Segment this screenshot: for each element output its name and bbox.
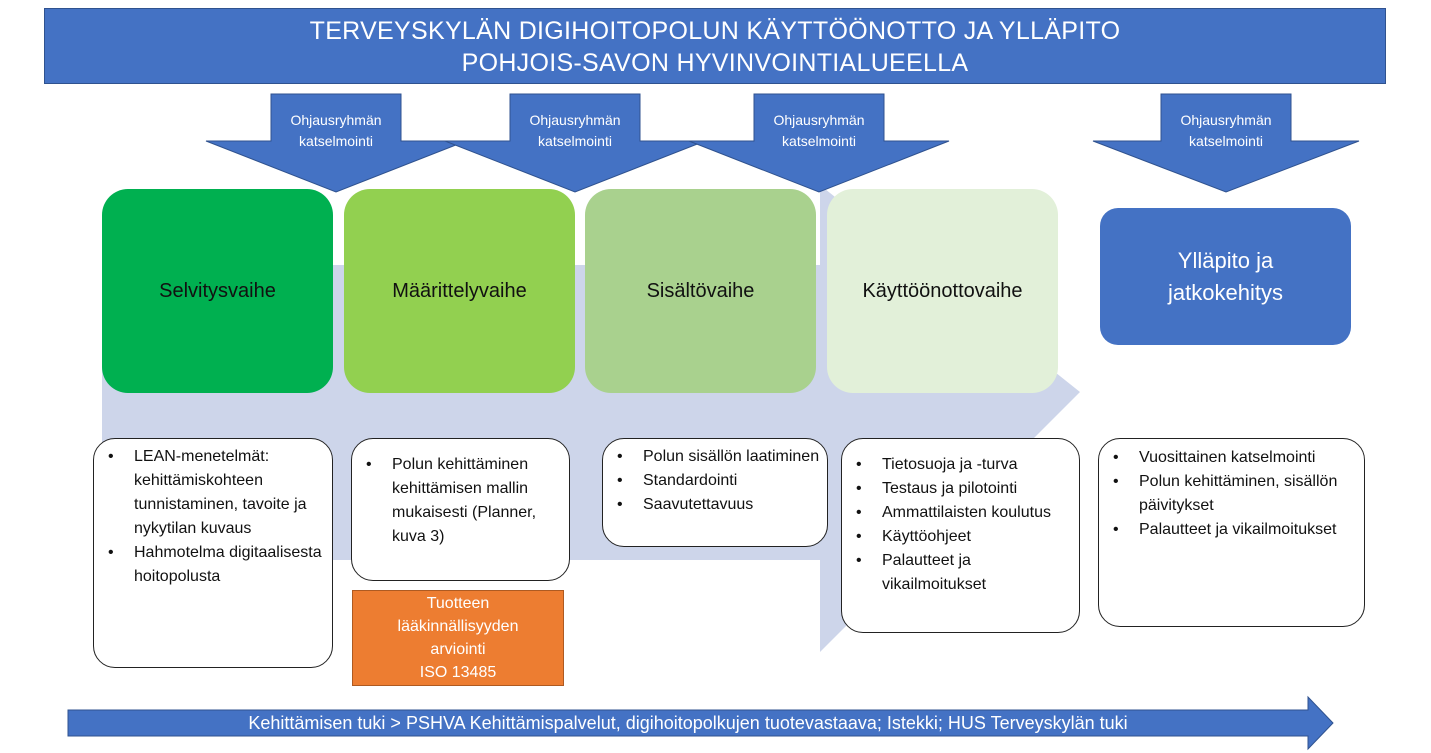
phase-selvitys — [102, 189, 333, 393]
list-item: • Standardointi — [603, 469, 827, 493]
review-label-line: katselmointi — [1189, 133, 1263, 149]
list-item: • Tietosuoja ja -turva — [842, 453, 1079, 477]
review-label-1 — [271, 110, 401, 152]
iso-line-1: Tuotteen — [426, 595, 490, 612]
details-sisalto — [602, 438, 828, 547]
list-item: • LEAN-menetelmät: kehittämiskohteen tunnistaminen, tavoite ja nykytilan kuvaus — [94, 445, 332, 541]
list-item: • Hahmotelma digitaalisesta hoitopolusta — [94, 541, 332, 589]
details-kayttoonotto — [841, 438, 1080, 633]
title-line-2: POHJOIS-SAVON HYVINVOINTIALUEELLA — [461, 49, 969, 77]
phase-label: Selvitysvaihe — [159, 279, 276, 302]
phase-label: Käyttöönottovaihe — [862, 279, 1023, 302]
review-label-4 — [1161, 110, 1291, 152]
list-item: • Polun sisällön laatiminen — [603, 445, 827, 469]
details-selvitys — [93, 438, 333, 668]
details-maarittely — [351, 438, 570, 581]
iso-assessment-box — [352, 590, 564, 686]
iso-line-4: ISO 13485 — [419, 664, 497, 681]
diagram-title — [44, 8, 1386, 84]
review-label-line: Ohjausryhmän — [1180, 112, 1272, 128]
iso-line-3: arviointi — [430, 641, 486, 658]
iso-line-2: lääkinnällisyyden — [397, 618, 519, 635]
phase-yllapito — [1100, 208, 1351, 345]
list-item: • Polun kehittäminen, sisällön päivitykset — [1099, 470, 1364, 518]
review-label-line: katselmointi — [538, 133, 612, 149]
list-item: • Palautteet ja vikailmoitukset — [842, 549, 1079, 597]
review-label-line: katselmointi — [299, 133, 373, 149]
list-item: • Testaus ja pilotointi — [842, 477, 1079, 501]
list-item: • Ammattilaisten koulutus — [842, 501, 1079, 525]
phase-label: Määrittelyvaihe — [392, 279, 527, 302]
list-item: • Vuosittainen katselmointi — [1099, 446, 1364, 470]
phase-sisalto — [585, 189, 816, 393]
phase-label: Sisältövaihe — [646, 279, 755, 302]
review-label-line: Ohjausryhmän — [773, 112, 865, 128]
phase-maarittely — [344, 189, 575, 393]
review-label-line: Ohjausryhmän — [529, 112, 621, 128]
list-item: • Polun kehittäminen kehittämisen mallin mukaisesti (Planner, kuva 3) — [352, 453, 569, 549]
details-yllapito — [1098, 438, 1365, 627]
support-bar-label: Kehittämisen tuki > PSHVA Kehittämispalvelut, digihoitopolkujen tuotevastaava; Istekki; HUS Terveyskylän tuki — [248, 713, 1128, 733]
list-item: • Käyttöohjeet — [842, 525, 1079, 549]
review-label-3 — [754, 110, 884, 152]
phase-kayttoonotto — [827, 189, 1058, 393]
review-label-2 — [510, 110, 640, 152]
list-item: • Palautteet ja vikailmoitukset — [1099, 518, 1364, 542]
phase-label-line-1: Ylläpito ja — [1177, 247, 1274, 273]
review-label-line: Ohjausryhmän — [290, 112, 382, 128]
title-line-1: TERVEYSKYLÄN DIGIHOITOPOLUN KÄYTTÖÖNOTTO JA YLLÄPITO — [309, 17, 1121, 45]
review-label-line: katselmointi — [782, 133, 856, 149]
phase-label-line-2: jatkokehitys — [1168, 279, 1283, 305]
list-item: • Saavutettavuus — [603, 493, 827, 517]
